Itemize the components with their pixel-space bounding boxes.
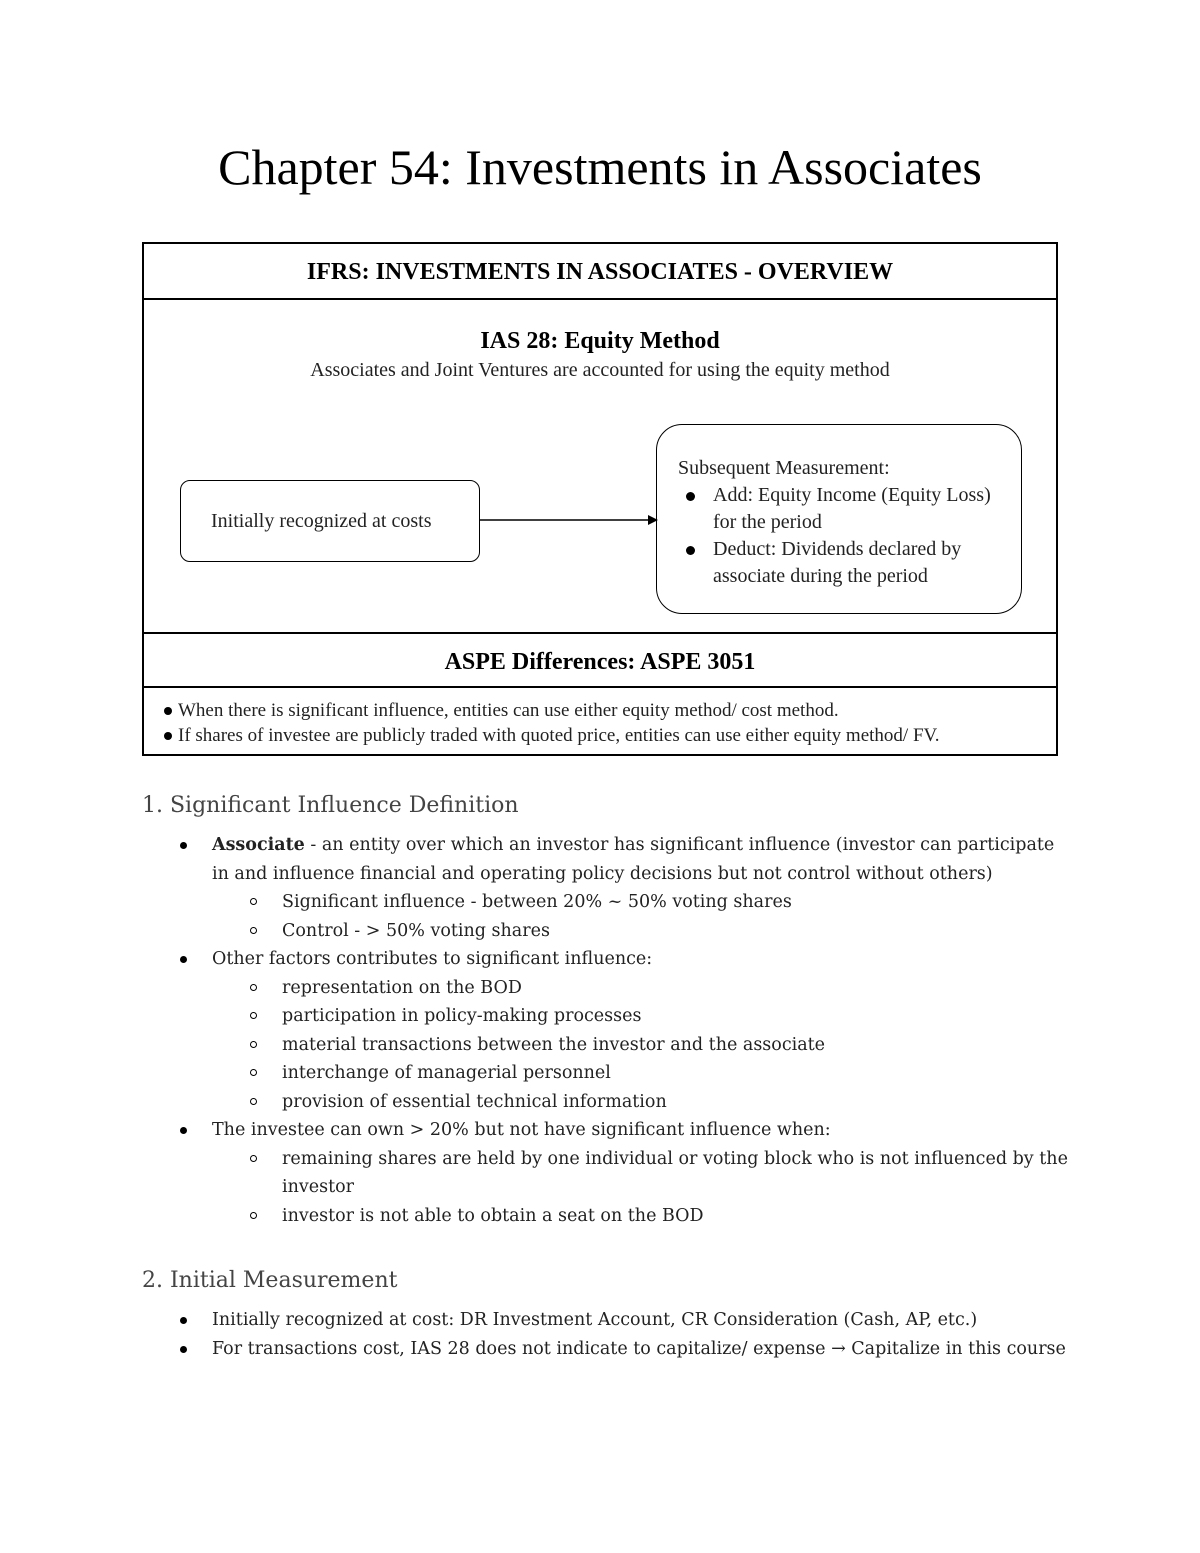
subsequent-title: Subsequent Measurement: — [678, 457, 890, 479]
section-initial-measurement — [142, 1266, 1072, 1363]
list-item: representation on the BOD — [142, 974, 1072, 1003]
aspe-list — [160, 698, 1050, 748]
list-item: Initially recognized at cost: DR Investment Account, CR Consideration (Cash, AP, etc.) — [142, 1306, 1072, 1335]
method-title: IAS 28: Equity Method — [480, 328, 720, 354]
list-item — [142, 831, 1072, 945]
circle-bullet-icon — [250, 1012, 257, 1019]
circle-bullet-icon — [250, 1098, 257, 1105]
list-item: For transactions cost, IAS 28 does not indicate to capitalize/ expense → Capitalize in this course — [142, 1335, 1072, 1364]
section-heading: 2. Initial Measurement — [142, 1268, 398, 1293]
bullet-icon — [164, 707, 172, 715]
list-item: If shares of investee are publicly traded with quoted price, entities can use either equity method/ FV. — [160, 723, 1050, 748]
subsequent-list — [678, 482, 1011, 590]
list-item: Add: Equity Income (Equity Loss) for the period — [678, 482, 1011, 536]
bullet-icon — [180, 1127, 187, 1134]
associate-term: Associate — [212, 835, 305, 855]
list-item: investor is not able to obtain a seat on the BOD — [142, 1202, 1072, 1231]
page-title: Chapter 54: Investments in Associates — [218, 139, 982, 195]
section-significant-influence — [142, 791, 1072, 1230]
list-item: remaining shares are held by one individual or voting block who is not influenced by the investor — [142, 1145, 1072, 1202]
list-item: Control - > 50% voting shares — [142, 917, 1072, 946]
method-subtitle: Associates and Joint Ventures are accounted for using the equity method — [310, 359, 890, 381]
circle-bullet-icon — [250, 1041, 257, 1048]
list-item: Other factors contributes to significant influence: representation on the BOD participation in policy-making processes material transactions between the investor and the associate interchange of managerial personnel provision of essential technical information — [142, 945, 1072, 1116]
flow-arrow-icon — [480, 512, 658, 528]
bullet-icon — [686, 492, 695, 501]
subsequent-measurement-box — [656, 424, 1022, 614]
circle-bullet-icon — [250, 1155, 257, 1162]
circle-bullet-icon — [250, 1069, 257, 1076]
list-item: material transactions between the investor and the associate — [142, 1031, 1072, 1060]
list-item: Significant influence - between 20% ~ 50% voting shares — [142, 888, 1072, 917]
list-item: interchange of managerial personnel — [142, 1059, 1072, 1088]
circle-bullet-icon — [250, 898, 257, 905]
circle-bullet-icon — [250, 984, 257, 991]
initial-recognition-box: Initially recognized at costs — [180, 480, 480, 562]
bullet-icon — [180, 1317, 187, 1324]
list-item: Deduct: Dividends declared by associate during the period — [678, 536, 1011, 590]
circle-bullet-icon — [250, 927, 257, 934]
circle-bullet-icon — [250, 1212, 257, 1219]
bullet-icon — [180, 956, 187, 963]
overview-header: IFRS: INVESTMENTS IN ASSOCIATES - OVERVIEW — [144, 244, 1056, 300]
list-item: provision of essential technical information — [142, 1088, 1072, 1117]
bullet-icon — [164, 732, 172, 740]
section-heading: 1. Significant Influence Definition — [142, 793, 519, 818]
list-item: participation in policy-making processes — [142, 1002, 1072, 1031]
overview-table — [142, 242, 1058, 756]
bullet-icon — [686, 546, 695, 555]
bullet-icon — [180, 842, 187, 849]
bullet-icon — [180, 1346, 187, 1353]
aspe-header: ASPE Differences: ASPE 3051 — [144, 632, 1056, 688]
list-item: The investee can own > 20% but not have significant influence when: remaining shares are held by one individual or voting block who is not influenced by the investor investor is not able to obtain a seat on the BOD — [142, 1116, 1072, 1230]
list-item: When there is significant influence, entities can use either equity method/ cost method. — [160, 698, 1050, 723]
associate-definition: - an entity over which an investor has significant influence (investor can participate in and influence financial and operating policy decisions but not control without others) — [212, 835, 1055, 884]
